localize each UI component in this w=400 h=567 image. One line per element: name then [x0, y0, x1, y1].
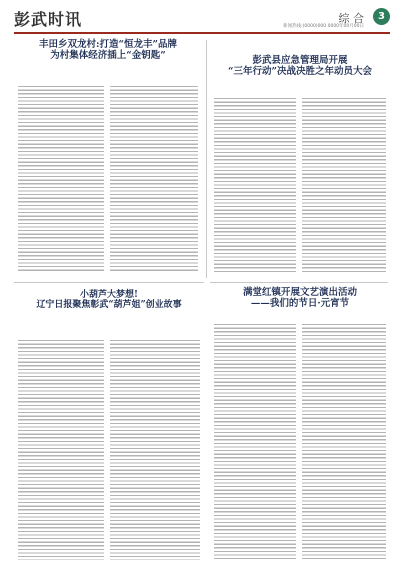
headline-line: ——我们的节日·元宵节 [250, 297, 350, 309]
page-number-badge: 3 [373, 8, 390, 25]
article-body-column [214, 98, 296, 274]
issue-line: 新闻热线:(0000)000 0000年00月00日 [283, 24, 364, 29]
masthead [14, 6, 390, 34]
headline-line: 为村集体经济插上“金钥匙” [50, 49, 166, 61]
article-headline [212, 288, 388, 310]
article-lantern-festival [212, 288, 388, 318]
headline-line: 小葫芦大梦想! [80, 290, 138, 300]
article-body-column [110, 340, 200, 560]
article-body-column [110, 86, 198, 272]
headline-line: 丰田乡双龙村:打造“恒龙丰”品牌 [39, 39, 177, 50]
article-body-column [302, 98, 386, 274]
newspaper-brand: 彭武时讯 [14, 10, 83, 29]
section-divider [210, 282, 388, 283]
article-headline [14, 40, 202, 62]
article-headline [212, 56, 388, 78]
article-headline [14, 290, 204, 311]
headline-line: 辽宁日报聚焦彰武“葫芦姐”创业故事 [36, 300, 182, 311]
article-body-column [18, 340, 104, 560]
article-emergency-meeting [212, 56, 388, 96]
headline-line: “三年行动”决战决胜之年动员大会 [228, 65, 372, 77]
article-body-column [18, 86, 104, 272]
headline-line: 满堂红镇开展文艺演出活动 [242, 287, 357, 298]
headline-line: 彭武县应急管理局开展 [252, 55, 348, 66]
article-body-column [302, 324, 386, 560]
article-gourd-startup [14, 290, 204, 336]
section-tag: 综 合 [338, 12, 364, 25]
section-divider [14, 282, 204, 283]
article-body-column [214, 324, 296, 560]
column-divider [206, 40, 207, 278]
